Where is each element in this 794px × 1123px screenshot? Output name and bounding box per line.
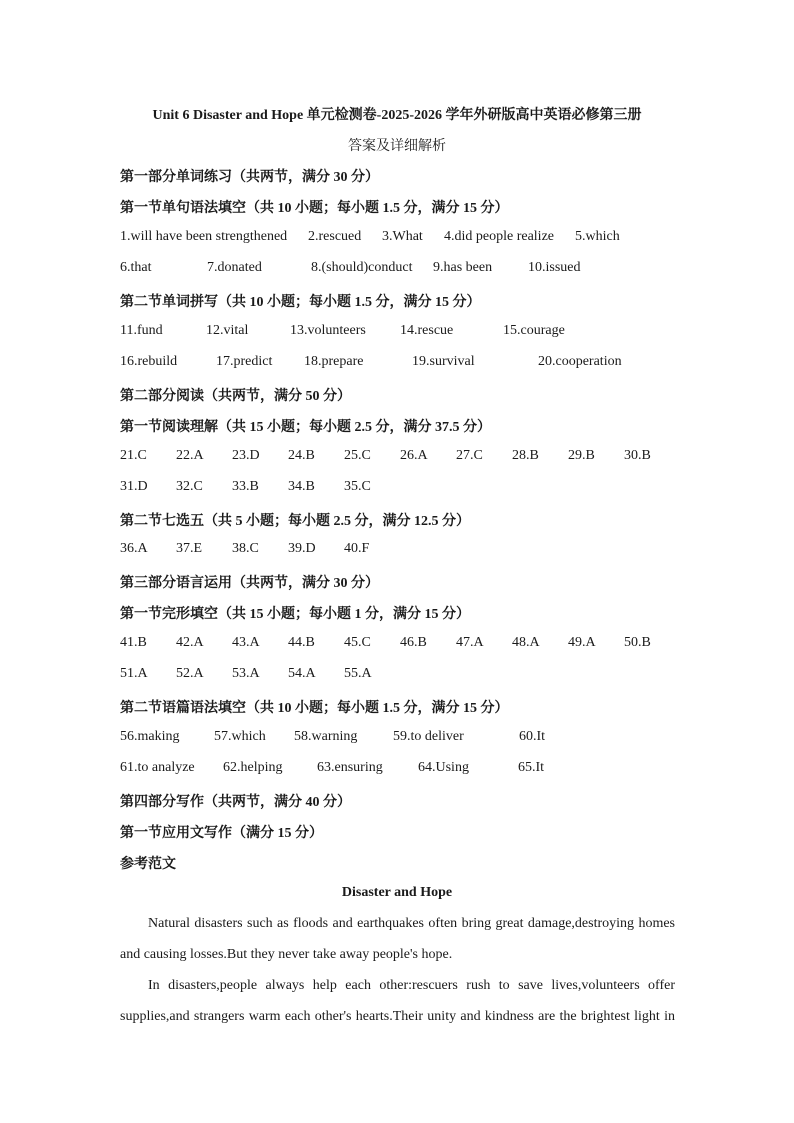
- answer-item: 6.that: [120, 260, 152, 275]
- answer-item: 31.D: [120, 479, 148, 494]
- answer-item: 34.B: [288, 479, 315, 494]
- part4-heading: 第四部分写作（共两节，满分 40 分）: [120, 795, 351, 810]
- answer-item: 43.A: [232, 635, 260, 650]
- answer-item: 40.F: [344, 541, 370, 556]
- answer-item: 10.issued: [528, 260, 581, 275]
- answer-item: 17.predict: [216, 354, 273, 369]
- answer-item: 19.survival: [412, 354, 475, 369]
- answer-item: 22.A: [176, 448, 204, 463]
- answer-item: 63.ensuring: [317, 760, 383, 775]
- answer-item: 47.A: [456, 635, 484, 650]
- answer-item: 15.courage: [503, 323, 565, 338]
- answer-item: 33.B: [232, 479, 259, 494]
- essay-line: and causing losses.But they never take away people's hope.: [120, 947, 453, 962]
- answer-item: 9.has been: [433, 260, 493, 275]
- answer-item: 35.C: [344, 479, 371, 494]
- answer-item: 29.B: [568, 448, 595, 463]
- answer-item: 32.C: [176, 479, 203, 494]
- answer-item: 49.A: [568, 635, 596, 650]
- essay-line: In disasters,people always help each other:rescuers rush to save lives,volunteers offer: [148, 978, 675, 993]
- answer-item: 60.It: [519, 729, 546, 744]
- answer-item: 28.B: [512, 448, 539, 463]
- answer-item: 64.Using: [418, 760, 469, 775]
- answer-item: 4.did people realize: [444, 229, 555, 244]
- answer-item: 16.rebuild: [120, 354, 178, 369]
- answer-item: 46.B: [400, 635, 427, 650]
- answer-item: 58.warning: [294, 729, 358, 744]
- answer-item: 41.B: [120, 635, 147, 650]
- answer-item: 37.E: [176, 541, 203, 556]
- answer-item: 50.B: [624, 635, 651, 650]
- answer-item: 48.A: [512, 635, 540, 650]
- part2-section2-heading: 第二节七选五（共 5 小题；每小题 2.5 分，满分 12.5 分）: [120, 514, 470, 529]
- answer-item: 8.(should)conduct: [311, 260, 413, 275]
- answer-item: 53.A: [232, 666, 260, 681]
- essay-line: supplies,and strangers warm each other's hearts.Their unity and kindness are the brightest light in: [120, 1009, 675, 1024]
- answer-item: 24.B: [288, 448, 315, 463]
- answer-item: 39.D: [288, 541, 316, 556]
- part1-section1-heading: 第一节单句语法填空（共 10 小题；每小题 1.5 分，满分 15 分）: [120, 201, 509, 216]
- answer-item: 1.will have been strengthened: [120, 229, 288, 244]
- answer-item: 25.C: [344, 448, 371, 463]
- answer-item: 13.volunteers: [290, 323, 366, 338]
- answer-item: 61.to analyze: [120, 760, 195, 775]
- part1-section2-heading: 第二节单词拼写（共 10 小题；每小题 1.5 分，满分 15 分）: [120, 295, 481, 310]
- answer-item: 20.cooperation: [538, 354, 622, 369]
- answer-item: 52.A: [176, 666, 204, 681]
- answer-item: 51.A: [120, 666, 148, 681]
- answer-item: 45.C: [344, 635, 371, 650]
- answer-item: 62.helping: [223, 760, 283, 775]
- part3-section1-heading: 第一节完形填空（共 15 小题；每小题 1 分，满分 15 分）: [120, 607, 470, 622]
- answer-item: 44.B: [288, 635, 315, 650]
- answer-item: 21.C: [120, 448, 147, 463]
- answer-item: 57.which: [214, 729, 266, 744]
- answer-item: 56.making: [120, 729, 180, 744]
- answer-item: 65.It: [518, 760, 545, 775]
- part2-section1-heading: 第一节阅读理解（共 15 小题；每小题 2.5 分，满分 37.5 分）: [120, 420, 491, 435]
- answer-item: 27.C: [456, 448, 483, 463]
- answer-item: 23.D: [232, 448, 260, 463]
- answer-item: 26.A: [400, 448, 428, 463]
- answer-item: 42.A: [176, 635, 204, 650]
- answer-item: 54.A: [288, 666, 316, 681]
- answer-item: 11.fund: [120, 323, 163, 338]
- answer-item: 18.prepare: [304, 354, 364, 369]
- document-title: Unit 6 Disaster and Hope 单元检测卷-2025-2026 学年外研版高中英语必修第三册: [152, 108, 642, 123]
- answer-item: 7.donated: [207, 260, 262, 275]
- answer-item: 3.What: [382, 229, 423, 244]
- document-subtitle: 答案及详细解析: [348, 139, 446, 154]
- essay-title: Disaster and Hope: [341, 885, 453, 900]
- answer-item: 36.A: [120, 541, 148, 556]
- answer-item: 5.which: [575, 229, 620, 244]
- part1-heading: 第一部分单词练习（共两节，满分 30 分）: [120, 170, 379, 185]
- answer-item: 2.rescued: [308, 229, 362, 244]
- answer-item: 30.B: [624, 448, 651, 463]
- part4-section1-heading: 第一节应用文写作（满分 15 分）: [120, 826, 323, 841]
- answer-item: 38.C: [232, 541, 259, 556]
- answer-item: 12.vital: [206, 323, 249, 338]
- sample-essay-label: 参考范文: [120, 857, 176, 872]
- part3-section2-heading: 第二节语篇语法填空（共 10 小题；每小题 1.5 分，满分 15 分）: [120, 701, 509, 716]
- part2-heading: 第二部分阅读（共两节，满分 50 分）: [120, 389, 351, 404]
- answer-item: 14.rescue: [400, 323, 454, 338]
- essay-line: Natural disasters such as floods and earthquakes often bring great damage,destroying homes: [148, 916, 675, 931]
- answer-item: 55.A: [344, 666, 372, 681]
- answer-item: 59.to deliver: [393, 729, 464, 744]
- part3-heading: 第三部分语言运用（共两节，满分 30 分）: [120, 576, 379, 591]
